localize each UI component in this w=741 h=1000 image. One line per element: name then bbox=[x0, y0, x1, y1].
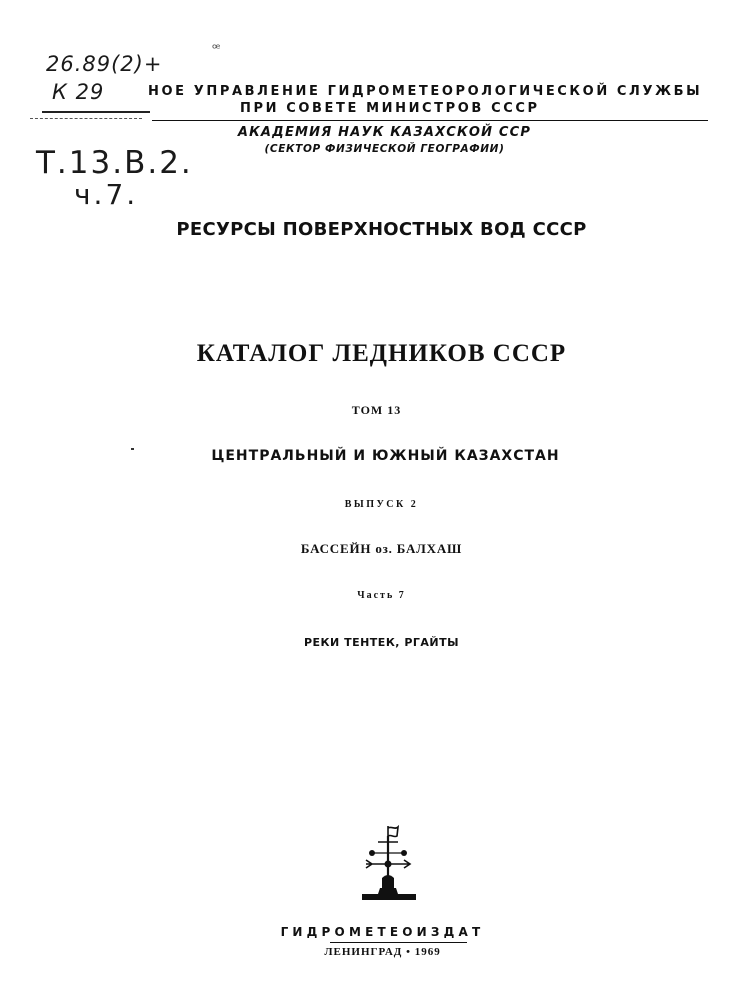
handwritten-underline bbox=[42, 111, 150, 113]
rivers-title: РЕКИ ТЕНТЕК, РГАЙТЫ bbox=[303, 636, 460, 649]
handwritten-part-mark: ч.7. bbox=[74, 178, 139, 211]
series-title: РЕСУРСЫ ПОВЕРХНОСТНЫХ ВОД СССР bbox=[176, 219, 587, 240]
agency-header-line2: ПРИ СОВЕТЕ МИНИСТРОВ СССР bbox=[240, 101, 540, 116]
place-and-year: ЛЕНИНГРАД • 1969 bbox=[324, 946, 441, 958]
handwritten-volume-mark: Т.13.В.2. bbox=[36, 145, 193, 181]
volume-number: ТОМ 13 bbox=[351, 403, 402, 417]
agency-header-line1: НОЕ УПРАВЛЕНИЕ ГИДРОМЕТЕОРОЛОГИЧЕСКОЙ СЛУЖБЫ bbox=[148, 84, 703, 99]
basin-title: БАССЕЙН оз. БАЛХАШ bbox=[300, 541, 463, 556]
region-title: ЦЕНТРАЛЬНЫЙ И ЮЖНЫЙ КАЗАХСТАН bbox=[211, 448, 560, 464]
handwritten-dashed-line bbox=[30, 118, 142, 119]
publisher-rule bbox=[330, 942, 467, 943]
header-rule bbox=[152, 120, 708, 121]
issue-number: ВЫПУСК 2 bbox=[344, 499, 419, 510]
part-number: Часть 7 bbox=[357, 590, 406, 601]
ink-scribble-icon: ꟹ bbox=[212, 42, 221, 57]
academy-sector: (СЕКТОР ФИЗИЧЕСКОЙ ГЕОГРАФИИ) bbox=[264, 143, 505, 155]
academy-name: АКАДЕМИЯ НАУК КАЗАХСКОЙ ССР bbox=[237, 125, 532, 140]
weathervane-emblem-icon bbox=[358, 822, 420, 902]
handwritten-author-mark: К 29 bbox=[52, 80, 105, 104]
handwritten-shelf-code: 26.89(2)+ bbox=[46, 52, 163, 76]
page-title: КАТАЛОГ ЛЕДНИКОВ СССР bbox=[196, 340, 567, 367]
publisher-name: ГИДРОМЕТЕОИЗДАТ bbox=[280, 925, 485, 939]
